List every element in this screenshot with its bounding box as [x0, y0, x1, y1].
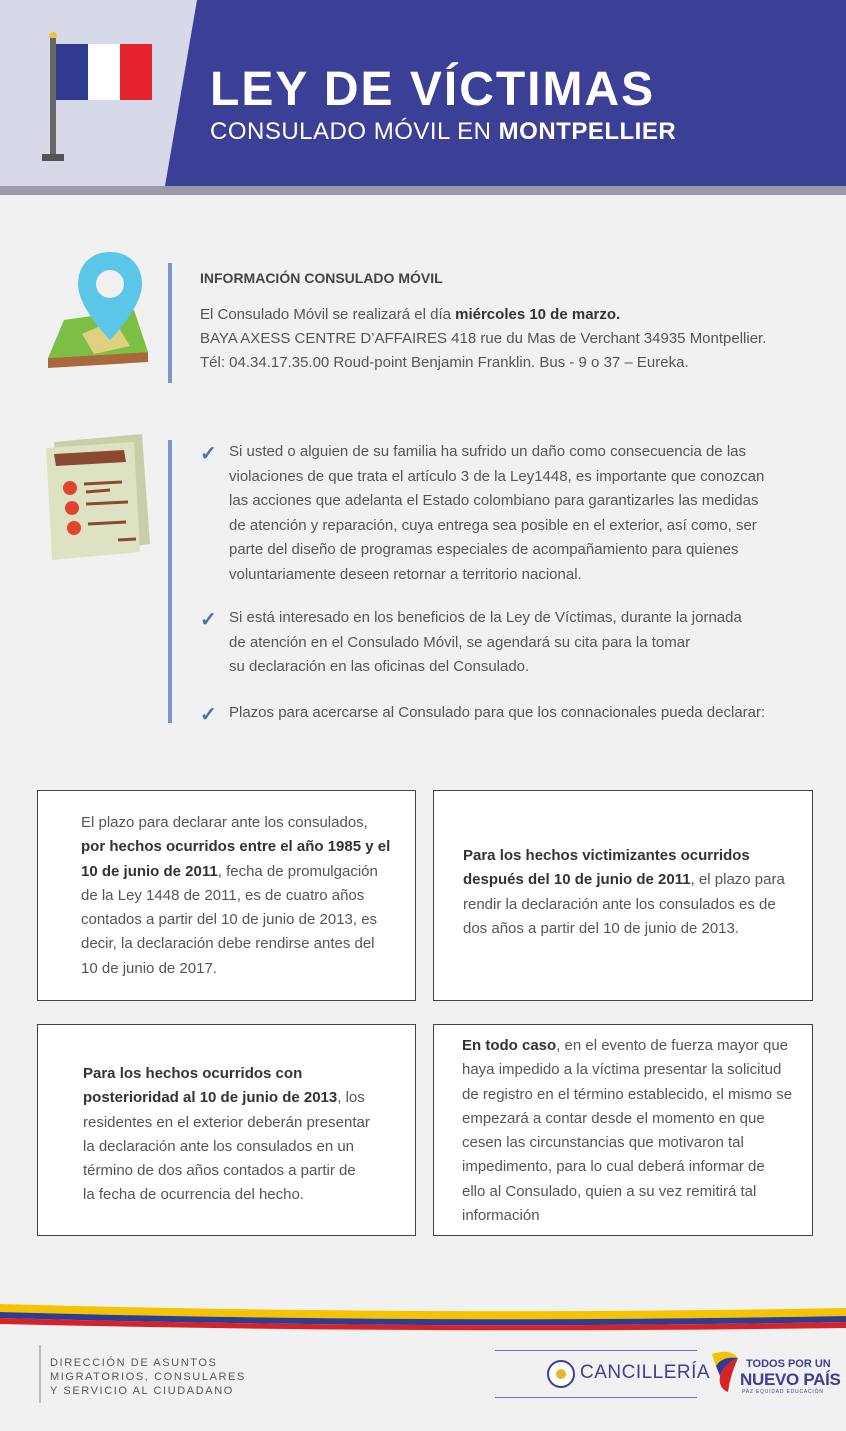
force-majeure-box: En todo caso, en el evento de fuerza mayor que haya impedido a la víctima presentar la solicitud de registro en el término establecido, el mismo se empezará a contar desde el momento en que cesen las circunstancias que motivaron tal impedimento, para lo cual deberá informar de ello al Consulado, quien a su vez remitirá tal información [433, 1024, 813, 1236]
header-bottom-band [0, 186, 846, 195]
info-line-address: BAYA AXESS CENTRE D’AFFAIRES 418 rue du Mas de Verchant 34935 Montpellier. [200, 330, 767, 347]
info-text [200, 303, 766, 375]
deadline-box-1985-2011: El plazo para declarar ante los consulados, por hechos ocurridos entre el año 1985 y el 10 de junio de 2011, fecha de promulgación de la Ley 1448 de 2011, es de cuatro años contados a partir del 10 de junio de 2013, es decir, la declaración debe rendirse antes del 10 de junio de 2017. [37, 790, 416, 1001]
list-item: ✓ Si está interesado en los beneficios de la Ley de Víctimas, durante la jornada de atención en el Consulado Móvil, se agendará su cita para la tomar su declaración en las oficinas del Consulado. [200, 609, 742, 675]
checkmark-icon: ✓ [200, 704, 217, 726]
colombia-seal-icon [547, 1360, 575, 1388]
cancilleria-logo-text: CANCILLERÍA [580, 1362, 711, 1383]
info-line-date: El Consulado Móvil se realizará el día miércoles 10 de marzo. [200, 306, 621, 323]
list-item: ✓ Si usted o alguien de su familia ha sufrido un daño como consecuencia de las violaciones de que trata el artículo 3 de la Ley1448, es importante que conozcan las acciones que adelanta el Estado colombiano para garantizarles las medidas de atención y reparación, cuya entrega sea posible en el exterior, así como, ser parte del diseño de programas especiales de acompañamiento para quienes voluntariamente deseen retornar a territorio nacional. [200, 443, 765, 583]
nuevo-pais-tagline: TODOS POR UN [746, 1358, 831, 1370]
nuevo-pais-values: PAZ EQUIDAD EDUCACIÓN [742, 1389, 824, 1395]
deadline-box-after-2011: Para los hechos victimizantes ocurridos después del 10 de junio de 2011, el plazo para rendir la declaración ante los consulados es de dos años a partir del 10 de junio de 2013. [433, 790, 813, 1001]
city-name: MONTPELLIER [498, 118, 677, 145]
info-heading: INFORMACIÓN CONSULADO MÓVIL [200, 270, 443, 286]
page-title: LEY DE VÍCTIMAS [210, 63, 656, 116]
checkmark-icon: ✓ [200, 443, 217, 465]
department-name: DIRECCIÓN DE ASUNTOS MIGRATORIOS, CONSULARES Y SERVICIO AL CIUDADANO [50, 1357, 246, 1397]
list-item: ✓ Plazos para acercarse al Consulado para que los connacionales pueda declarar: [200, 704, 766, 726]
nuevo-pais-title: NUEVO PAÍS [740, 1370, 841, 1389]
france-flag-icon [56, 44, 152, 100]
page-subtitle: CONSULADO MÓVIL EN MONTPELLIER [210, 118, 677, 145]
items-accent-bar [168, 440, 172, 723]
info-line-phone: Tél: 04.34.17.35.00 Roud-point Benjamin Franklin. Bus - 9 o 37 – Eureka. [200, 354, 689, 371]
checklist-icon [40, 432, 156, 564]
flag-pole-base [42, 154, 64, 161]
nuevo-pais-logo-icon [708, 1348, 742, 1394]
info-accent-bar [168, 263, 172, 383]
footer-divider [39, 1345, 41, 1403]
checkmark-icon: ✓ [200, 609, 217, 631]
deadline-box-after-2013: Para los hechos ocurridos con posterioridad al 10 de junio de 2013, los residentes en el exterior deberán presentar la declaración ante los consulados en un término de dos años contados a partir de la fecha de ocurrencia del hecho. [37, 1024, 416, 1236]
colombia-stripes [0, 1298, 846, 1332]
map-pin-icon [44, 250, 152, 368]
